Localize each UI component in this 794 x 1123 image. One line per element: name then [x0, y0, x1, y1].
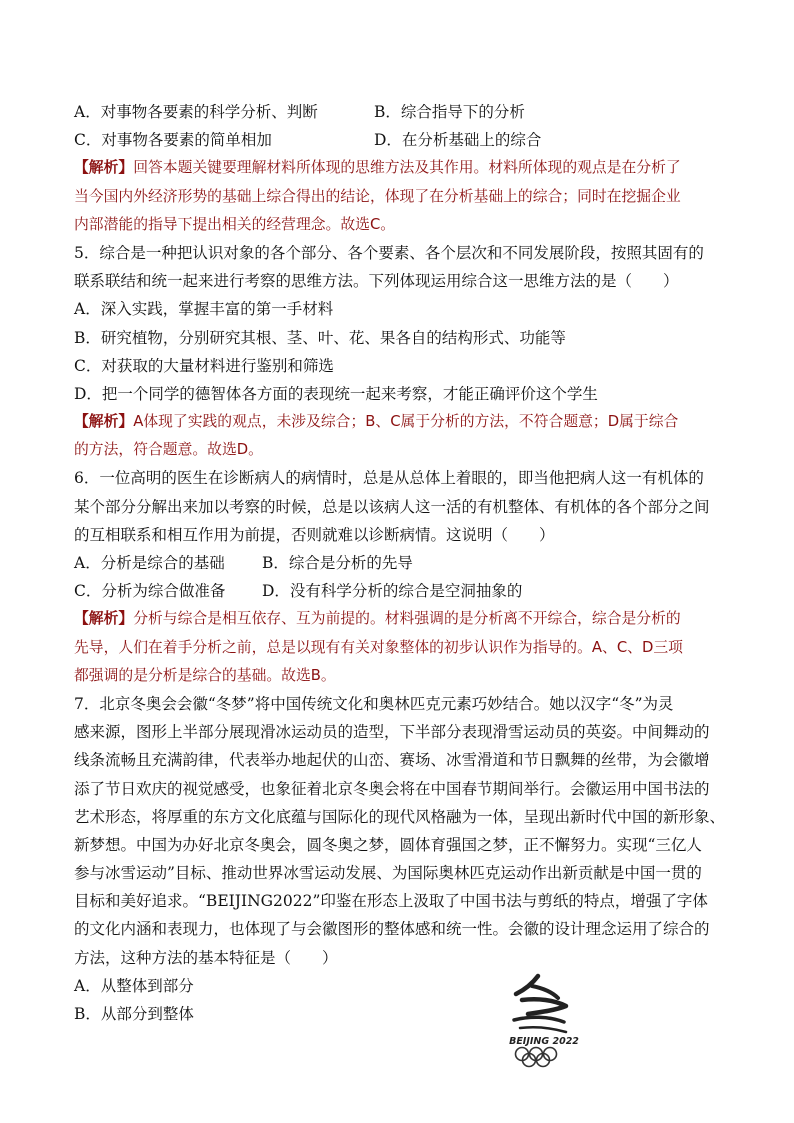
q6-option-a[interactable]: A．分析是综合的基础 — [74, 554, 225, 572]
q5-option-a[interactable]: A．深入实践，掌握丰富的第一手材料 — [74, 300, 334, 319]
q4-option-b[interactable]: B．综合指导下的分析 — [374, 103, 525, 121]
q4-analysis-line-1 — [74, 154, 724, 182]
q6-stem-line-3: 的互相联系和相互作用为前提，否则就难以诊断病情。这说明（ ） — [74, 525, 555, 544]
q7-stem-line-8: 目标和美好追求。“BEIJING2022”印鉴在形态上汲取了中国书法与剪纸的特点，增强了字体 — [74, 892, 708, 911]
q4-analysis-line-3: 内部潜能的指导下提出相关的经营理念。故选C。 — [74, 215, 396, 233]
q6-analysis-text: 分析与综合是相互依存、互为前提的。材料强调的是分析离不开综合，综合是分析的 — [133, 610, 681, 628]
q7-stem-line-7: 参与冰雪运动”目标、推动世界冰雪运动发展、为国际奥林匹克运动作出新贡献是中国一贯的 — [74, 864, 702, 883]
q7-stem-line-1: 7．北京冬奥会会徽“冬梦”将中国传统文化和奥林匹克元素巧妙结合。她以汉字“冬”为灵 — [74, 694, 674, 713]
q5-stem-line-1: 5．综合是一种把认识对象的各个部分、各个要素、各个层次和不同发展阶段，按照其固有的 — [74, 243, 704, 262]
q6-stem-line-2: 某个部分分解出来加以考察的时候，总是以该病人这一活的有机整体、有机体的各个部分之间 — [74, 497, 710, 516]
exam-page — [74, 98, 724, 1028]
q5-analysis-text: A体现了实践的观点，未涉及综合；B、C属于分析的方法，不符合题意；D属于综合 — [133, 413, 679, 431]
q7-stem-line-5: 艺术形态，将厚重的东方文化底蕴与国际化的现代风格融为一体，呈现出新时代中国的新形象、 — [74, 807, 726, 826]
q7-stem-line-3: 线条流畅且充满韵律，代表举办地起伏的山峦、赛场、冰雪滑道和节日飘舞的丝带，为会徽增 — [74, 751, 710, 770]
q6-option-c[interactable]: C．分析为综合做准备 — [74, 582, 226, 601]
q5-analysis-line-1 — [74, 408, 724, 436]
q6-stem-line-1: 6．一位高明的医生在诊断病人的病情时，总是从总体上着眼的，即当他把病人这一有机体的 — [74, 469, 704, 488]
q7-stem-line-2: 感来源，图形上半部分展现滑冰运动员的造型，下半部分表现滑雪运动员的英姿。中间舞动的 — [74, 723, 710, 742]
q6-analysis-line-2: 先导，人们在着手分析之前，总是以现有有关对象整体的初步认识作为指导的。A、C、D三项 — [74, 638, 683, 656]
q4-analysis-line-2: 当今国内外经济形势的基础上综合得出的结论，体现了在分析基础上的综合；同时在挖掘企业 — [74, 187, 681, 205]
q6-analysis-line-3: 都强调的是分析是综合的基础。故选B。 — [74, 666, 336, 684]
q6-analysis-tag: 【解析】 — [74, 610, 134, 628]
q7-stem-line-6: 新梦想。中国为办好北京冬奥会，圆冬奥之梦，圆体育强国之梦，正不懈努力。实现“三亿人 — [74, 835, 702, 854]
q5-stem-line-2: 联系联结和统一起来进行考察的思维方法。下列体现运用综合这一思维方法的是（ ） — [74, 272, 679, 291]
q4-option-a[interactable]: A．对事物各要素的科学分析、判断 — [74, 103, 318, 121]
q5-analysis-tag: 【解析】 — [74, 413, 134, 431]
q5-option-d[interactable]: D．把一个同学的德智体各方面的表现统一起来考察，才能正确评价这个学生 — [74, 384, 598, 403]
q6-options-row-2 — [74, 577, 724, 605]
q4-options-row-2 — [74, 126, 724, 154]
q5-analysis-line-2: 的方法，符合题意。故选D。 — [74, 441, 263, 459]
emblem-wordmark: BEIJING 2022 — [509, 1036, 579, 1047]
q7-stem-line-10: 方法，这种方法的基本特征是（ ） — [74, 948, 338, 967]
q7-stem-line-9: 的文化内涵和表现力，也体现了与会徽图形的整体感和统一性。会徽的设计理念运用了综合的 — [74, 920, 710, 939]
q5-option-c[interactable]: C．对获取的大量材料进行鉴别和筛选 — [74, 356, 334, 375]
q4-option-d[interactable]: D．在分析基础上的综合 — [374, 131, 542, 150]
q6-analysis-line-1 — [74, 605, 724, 633]
q6-option-b[interactable]: B．综合是分析的先导 — [262, 554, 413, 572]
q6-option-d[interactable]: D．没有科学分析的综合是空洞抽象的 — [262, 582, 523, 601]
beijing-2022-emblem-logo — [492, 968, 596, 1068]
q7-option-b[interactable]: B．从部分到整体 — [74, 1005, 194, 1023]
q7-option-a[interactable]: A．从整体到部分 — [74, 976, 194, 995]
q7-stem-line-4: 添了节日欢庆的视觉感受，也象征着北京冬奥会将在中国春节期间举行。会徽运用中国书法的 — [74, 779, 710, 798]
q4-options-row-1 — [74, 98, 724, 126]
q4-analysis-text: 回答本题关键要理解材料所体现的思维方法及其作用。材料所体现的观点是在分析了 — [133, 159, 681, 177]
q4-option-c[interactable]: C．对事物各要素的简单相加 — [74, 131, 272, 150]
q5-option-b[interactable]: B．研究植物，分别研究其根、茎、叶、花、果各自的结构形式、功能等 — [74, 328, 566, 347]
olympic-rings-icon — [516, 1048, 557, 1067]
q4-analysis-tag: 【解析】 — [74, 159, 134, 177]
q6-options-row-1 — [74, 549, 724, 577]
